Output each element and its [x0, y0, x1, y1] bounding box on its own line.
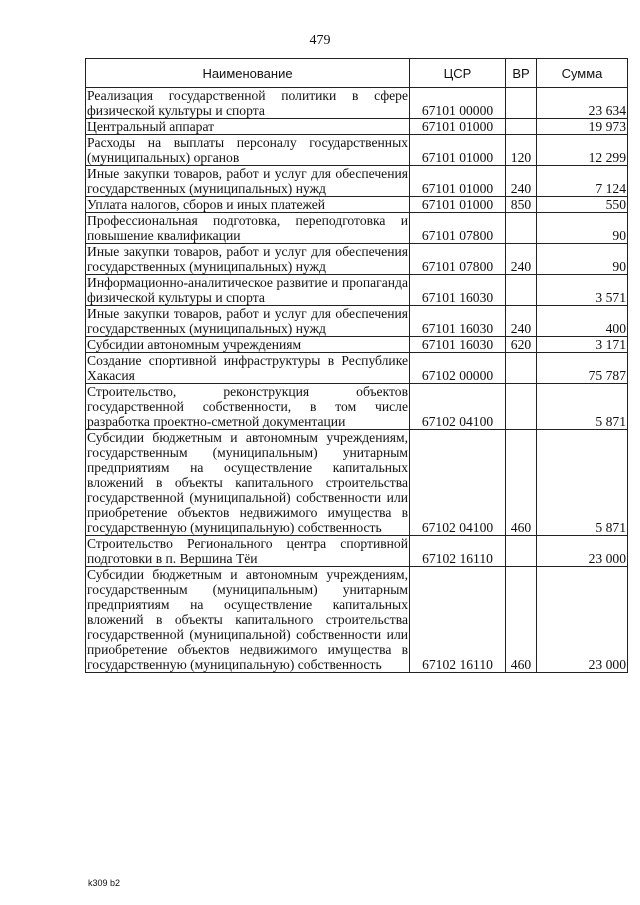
row-csr: 67101 07800	[410, 213, 506, 244]
budget-table	[85, 58, 628, 673]
row-csr: 67102 16110	[410, 567, 506, 673]
row-name: Иные закупки товаров, работ и услуг для обеспечения государственных (муниципальных) нужд	[87, 244, 408, 274]
footer-code: k309 b2	[88, 878, 121, 888]
table-row	[86, 213, 628, 244]
row-vr	[506, 213, 537, 244]
header-csr: ЦСР	[410, 59, 506, 88]
row-vr	[506, 384, 537, 430]
row-sum: 19 973	[537, 119, 628, 135]
row-vr: 460	[506, 567, 537, 673]
table-row	[86, 275, 628, 306]
row-vr: 120	[506, 135, 537, 166]
row-sum: 90	[537, 213, 628, 244]
row-sum: 23 000	[537, 567, 628, 673]
row-csr: 67101 01000	[410, 135, 506, 166]
row-name: Субсидии автономным учреждениям	[86, 337, 410, 353]
row-vr: 620	[506, 337, 537, 353]
table-row	[86, 536, 628, 567]
row-sum: 3 571	[537, 275, 628, 306]
header-name: Наименование	[86, 59, 410, 88]
table-row	[86, 135, 628, 166]
row-csr: 67101 01000	[410, 197, 506, 213]
table-row	[86, 384, 628, 430]
row-csr: 67102 16110	[410, 536, 506, 567]
row-name: Строительство Регионального центра спортивной подготовки в п. Вершина Тёи	[87, 536, 408, 566]
row-vr	[506, 88, 537, 119]
row-sum: 400	[537, 306, 628, 337]
row-csr: 67101 16030	[410, 275, 506, 306]
header-vr: ВР	[506, 59, 537, 88]
row-vr: 460	[506, 430, 537, 536]
row-sum: 12 299	[537, 135, 628, 166]
row-csr: 67102 04100	[410, 384, 506, 430]
row-sum: 90	[537, 244, 628, 275]
row-csr: 67101 07800	[410, 244, 506, 275]
row-sum: 23 000	[537, 536, 628, 567]
row-csr: 67101 01000	[410, 166, 506, 197]
row-csr: 67101 01000	[410, 119, 506, 135]
row-sum: 3 171	[537, 337, 628, 353]
table-row	[86, 337, 628, 353]
row-vr: 850	[506, 197, 537, 213]
row-name: Уплата налогов, сборов и иных платежей	[86, 197, 410, 213]
row-vr	[506, 353, 537, 384]
table-row	[86, 166, 628, 197]
row-name: Создание спортивной инфраструктуры в Республике Хакасия	[87, 353, 408, 383]
page-number: 479	[309, 33, 331, 48]
table-row	[86, 430, 628, 536]
row-name: Профессиональная подготовка, переподготовка и повышение квалификации	[87, 213, 408, 243]
table-header-row	[86, 59, 628, 88]
header-sum: Сумма	[537, 59, 628, 88]
table-row	[86, 244, 628, 275]
row-csr: 67101 16030	[410, 337, 506, 353]
row-name: Реализация государственной политики в сфере физической культуры и спорта	[87, 88, 408, 118]
row-csr: 67102 04100	[410, 430, 506, 536]
row-name: Центральный аппарат	[86, 119, 410, 135]
row-sum: 75 787	[537, 353, 628, 384]
row-sum: 550	[537, 197, 628, 213]
row-vr	[506, 275, 537, 306]
row-vr: 240	[506, 306, 537, 337]
table-row	[86, 567, 628, 673]
row-name: Субсидии бюджетным и автономным учреждениям, государственным (муниципальным) унитарным предприятиям на осуществление капитальных вложений в объекты капитального строительства государственной (муниципальной) собственности или приобретение объектов недвижимого имущества в государственную (муниципальную) собственность	[87, 430, 408, 535]
row-csr: 67101 16030	[410, 306, 506, 337]
row-csr: 67102 00000	[410, 353, 506, 384]
row-name: Расходы на выплаты персоналу государственных (муниципальных) органов	[87, 135, 408, 165]
row-vr: 240	[506, 244, 537, 275]
table-row	[86, 306, 628, 337]
row-sum: 5 871	[537, 384, 628, 430]
table-row	[86, 353, 628, 384]
row-vr	[506, 536, 537, 567]
row-name: Строительство, реконструкция объектов государственной собственности, в том числе разработка проектно-сметной документации	[87, 384, 408, 429]
row-sum: 23 634	[537, 88, 628, 119]
row-sum: 7 124	[537, 166, 628, 197]
row-sum: 5 871	[537, 430, 628, 536]
table-row	[86, 88, 628, 119]
table-row	[86, 197, 628, 213]
row-name: Иные закупки товаров, работ и услуг для обеспечения государственных (муниципальных) нужд	[87, 166, 408, 196]
row-csr: 67101 00000	[410, 88, 506, 119]
row-name: Информационно-аналитическое развитие и пропаганда физической культуры и спорта	[87, 275, 408, 305]
row-vr: 240	[506, 166, 537, 197]
row-name: Иные закупки товаров, работ и услуг для обеспечения государственных (муниципальных) нужд	[87, 306, 408, 336]
row-vr	[506, 119, 537, 135]
table-row	[86, 119, 628, 135]
row-name: Субсидии бюджетным и автономным учреждениям, государственным (муниципальным) унитарным предприятиям на осуществление капитальных вложений в объекты капитального строительства государственной (муниципальной) собственности или приобретение объектов недвижимого имущества в государственную (муниципальную) собственность	[87, 567, 408, 672]
